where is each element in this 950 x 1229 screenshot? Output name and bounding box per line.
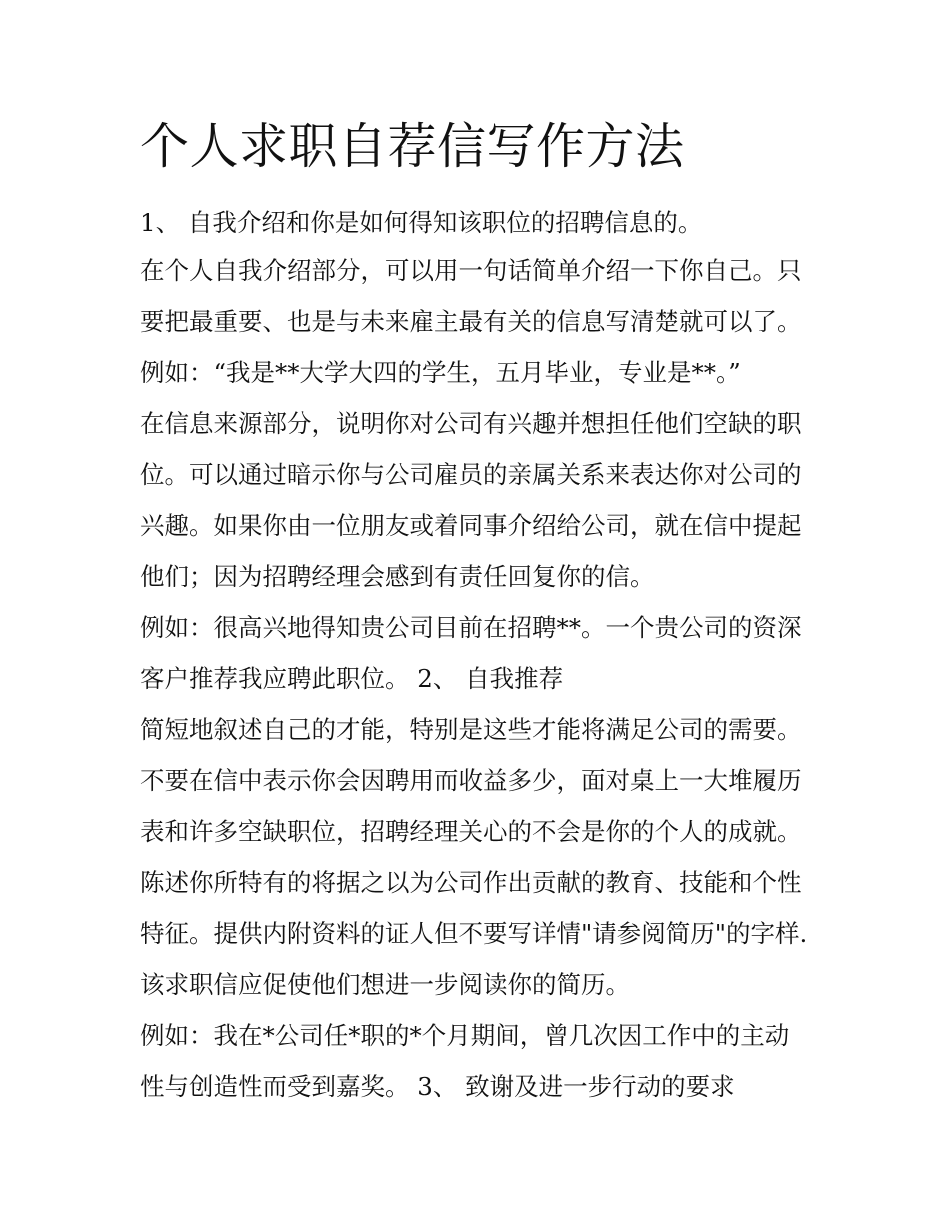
text-line: 陈述你所特有的将据之以为公司作出贡献的教育、技能和个性 xyxy=(140,868,802,897)
text-line: 1、 自我介绍和你是如何得知该职位的招聘信息的。 xyxy=(140,208,703,237)
text-line: 在个人自我介绍部分，可以用一句话简单介绍一下你自己。只 xyxy=(140,256,802,285)
text-line: 他们；因为招聘经理会感到有责任回复你的信。 xyxy=(140,562,655,591)
text-line: 表和许多空缺职位，招聘经理关心的不会是你的个人的成就。 xyxy=(140,817,802,846)
text-line: 该求职信应促使他们想进一步阅读你的简历。 xyxy=(140,970,630,999)
text-line: 客户推荐我应聘此职位。 2、 自我推荐 xyxy=(140,664,564,693)
text-line: 简短地叙述自己的才能，特别是这些才能将满足公司的需要。 xyxy=(140,715,802,744)
text-line: 例如：“我是**大学大四的学生，五月毕业，专业是**。” xyxy=(140,358,741,387)
text-line: 在信息来源部分，说明你对公司有兴趣并想担任他们空缺的职 xyxy=(140,409,802,438)
text-line: 性与创造性而受到嘉奖。 3、 致谢及进一步行动的要求 xyxy=(140,1072,735,1101)
text-line: 兴趣。如果你由一位朋友或着同事介绍给公司，就在信中提起 xyxy=(140,511,802,540)
text-line: 例如：我在*公司任*职的*个月期间，曾几次因工作中的主动 xyxy=(140,1021,790,1050)
text-line: 不要在信中表示你会因聘用而收益多少，面对桌上一大堆履历 xyxy=(140,766,802,795)
document-title: 个人求职自荐信写作方法 xyxy=(140,118,685,175)
text-line: 例如：很高兴地得知贵公司目前在招聘**。一个贵公司的资深 xyxy=(140,613,802,642)
text-line: 位。可以通过暗示你与公司雇员的亲属关系来表达你对公司的 xyxy=(140,460,802,489)
text-line: 特征。提供内附资料的证人但不要写详情"请参阅简历"的字样. xyxy=(140,919,808,948)
text-line: 要把最重要、也是与未来雇主最有关的信息写清楚就可以了。 xyxy=(140,307,802,336)
